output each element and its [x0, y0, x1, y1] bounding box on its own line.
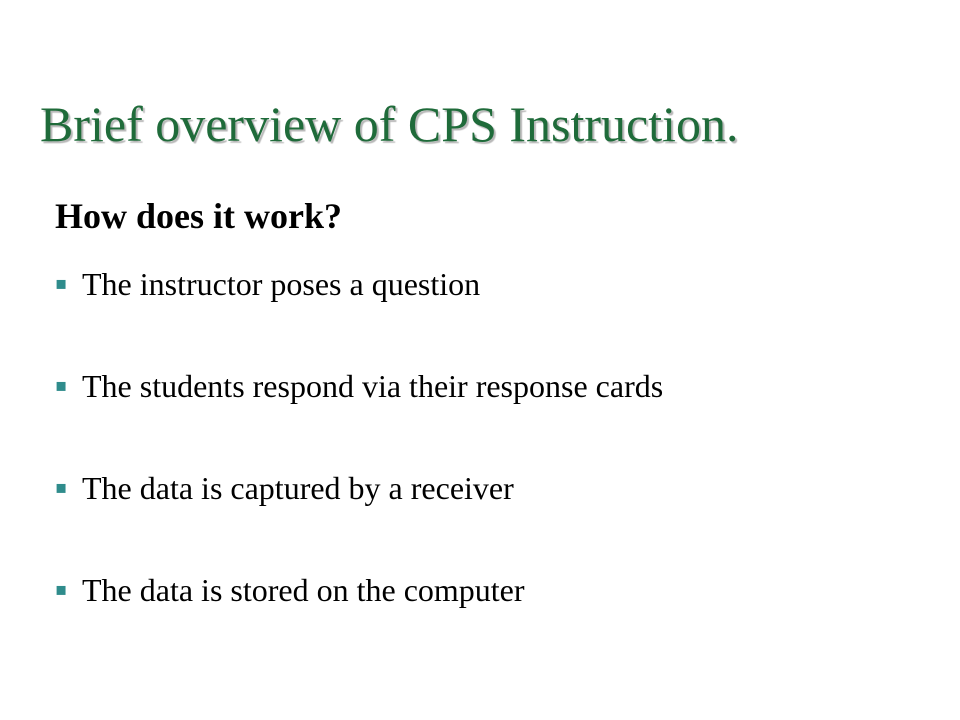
square-bullet-icon: ▪ [55, 579, 68, 600]
square-bullet-icon: ▪ [55, 273, 68, 294]
bullet-item [55, 364, 663, 466]
slide-title: Brief overview of CPS Instruction. [40, 96, 739, 152]
square-bullet-icon: ▪ [55, 375, 68, 396]
bullet-item [55, 262, 663, 364]
bullet-text: The students respond via their response cards [82, 368, 664, 404]
bullet-text: The data is captured by a receiver [82, 470, 514, 506]
bullet-text: The instructor poses a question [82, 266, 481, 302]
bullet-text: The data is stored on the computer [82, 572, 525, 608]
bullet-item [55, 466, 663, 568]
slide-subheading: How does it work? [55, 196, 342, 236]
square-bullet-icon: ▪ [55, 477, 68, 498]
bullet-list [55, 262, 663, 670]
bullet-item [55, 568, 663, 670]
